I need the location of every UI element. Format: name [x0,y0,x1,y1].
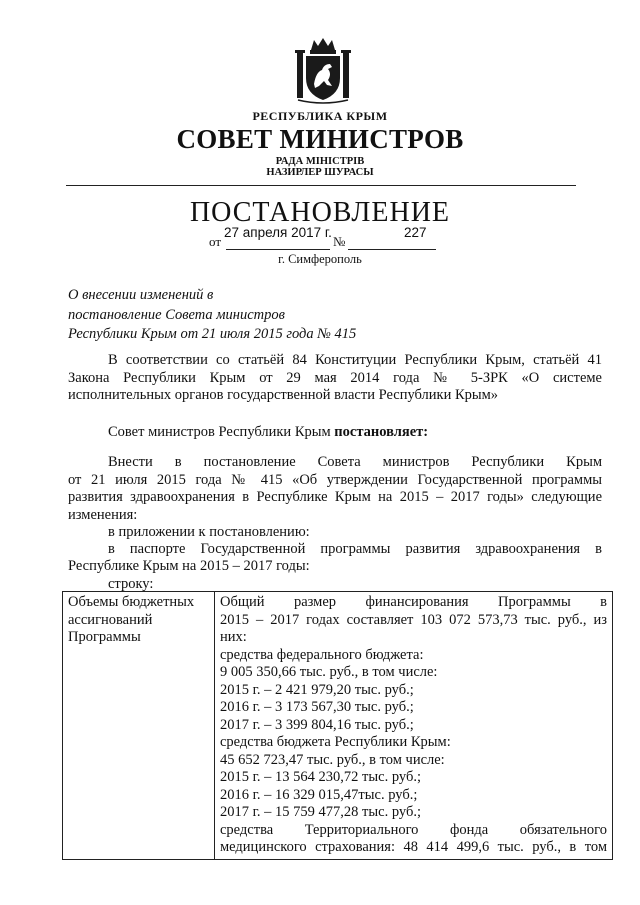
text-line: исполнительных органов государственной власти Республики Крым» [68,387,499,403]
annex-paragraph: в приложении к постановлению: [108,524,310,540]
republic-name: РЕСПУБЛИКА КРЫМ [252,109,388,123]
resolution-verb: постановляет: [334,424,429,440]
cell-line: 9 005 350,66 тыс. руб., в том числе: [220,664,438,680]
subject-line: О внесении изменений в [68,287,214,303]
document-number: 227 [404,225,427,240]
text-line: Закона Республики Крым от 29 мая 2014 года № 5-ЗРК «О системе [68,369,602,386]
number-label: № [333,234,346,249]
cell-line: средства Территориального фонда обязательного [220,821,607,838]
council-title: СОВЕТ МИНИСТРОВ [176,124,464,154]
council-title-ua: РАДА МІНІСТРІВ [275,156,365,167]
text-line: развития здравоохранения в Республике Крым на 2015 – 2017 годы» следующие [68,489,602,505]
text-line: изменения: [68,507,138,523]
cell-line: 2017 г. – 15 759 477,28 тыс. руб.; [220,804,421,820]
date-label: от [209,234,222,249]
subject-line: постановление Совета министров [68,306,285,323]
header-rule [66,185,576,186]
table-cell-label [63,592,215,860]
city: г. Симферополь [278,252,362,266]
document-date: 27 апреля 2017 г. [224,225,332,240]
preamble-paragraph [68,352,602,387]
cell-line: средства бюджета Республики Крым: [220,734,451,750]
cell-line: Объемы бюджетных [68,594,195,610]
subject-line: Республики Крым от 21 июля 2015 года № 415 [68,326,357,342]
table-cell-value [215,592,613,860]
cell-line: медицинского страхования: 48 414 499,6 тыс. руб., в том [220,839,607,855]
row-label-paragraph: строку: [108,576,154,592]
cell-line: Программы [68,629,141,645]
crimea-coat-of-arms-icon [294,36,352,104]
cell-line: 2016 г. – 3 173 567,30 тыс. руб.; [220,699,414,715]
document-title: ПОСТАНОВЛЕНИЕ [189,197,451,228]
text-line: Республике Крым на 2015 – 2017 годы: [68,558,310,574]
resolution-text: Совет министров Республики Крым [108,424,335,440]
cell-line: 2015 – 2017 годах составляет 103 072 573,73 тыс. руб., из [220,611,607,628]
cell-line: ассигнований [68,611,153,628]
cell-line: Общий размер финансирования Программы в [220,594,607,610]
cell-line: 2015 г. – 2 421 979,20 тыс. руб.; [220,681,414,698]
cell-line: 45 652 723,47 тыс. руб., в том числе: [220,751,445,768]
number-underline [348,249,436,250]
text-line: от 21 июля 2015 года № 415 «Об утверждении Государственной программы [68,471,602,488]
document-subject [68,286,398,345]
text-line: в паспорте Государственной программы развития здравоохранения в [108,541,602,557]
text-line: Внести в постановление Совета министров Республики Крым [108,454,602,470]
date-underline [226,249,330,250]
funding-table [62,591,613,860]
table-row [63,592,613,860]
council-title-crimean-tatar: НАЗИРЛЕР ШУРАСЫ [266,167,374,178]
cell-line: 2016 г. – 16 329 015,47тыс. руб.; [220,786,418,803]
cell-line: 2015 г. – 13 564 230,72 тыс. руб.; [220,769,421,785]
cell-line: 2017 г. – 3 399 804,16 тыс. руб.; [220,716,414,733]
text-line: В соответствии со статьёй 84 Конституции Республики Крым, статьёй 41 [108,352,602,368]
resolution-paragraph [108,424,602,442]
cell-line: средства федерального бюджета: [220,646,424,663]
cell-line: них: [220,629,247,645]
amendment-paragraph [68,454,602,507]
